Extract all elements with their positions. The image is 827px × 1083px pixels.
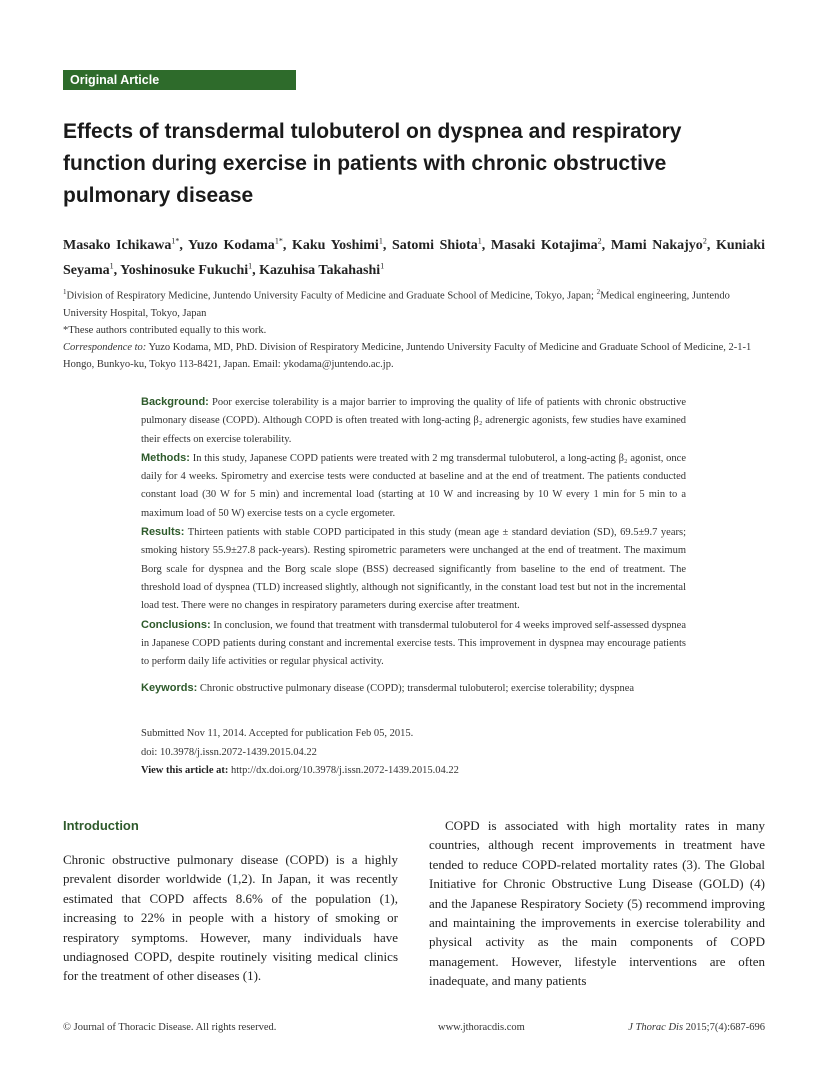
body-column-right — [429, 816, 765, 991]
author: Kuniaki Seyama$^1$, — [63, 237, 765, 279]
abstract-methods: Methods: In this study, Japanese COPD patients were treated with 2 mg transdermal tulobuterol, a long-acting β₂ agonist, once daily for 4 weeks. Spirometry and exercise tests were conducted at baseline and at the end of treatment. The patients conducted constant load (30 W for 5 min) and incremental load (starting at 10 W and increasing by 10 W every 1 min for 5 min to a maximum load of 50 W) exercise tests on a cycle ergometer. — [141, 451, 686, 519]
author-list — [63, 230, 765, 281]
correspondence: Correspondence to: Yuzo Kodama, MD, PhD. Division of Respiratory Medicine, Juntendo University Faculty of Medicine and Graduate School of Medicine, 2-1-1 Hongo, Bunkyo-ku, Tokyo 113-8421, Japan. Email: ykodama@juntendo.ac.jp. — [63, 341, 752, 370]
body-column-left — [63, 816, 398, 986]
section-heading-introduction: Introduction — [63, 818, 139, 833]
author: Mami Nakajyo$^2$, — [610, 236, 716, 253]
abstract — [141, 393, 686, 699]
body-paragraph: Chronic obstructive pulmonary disease (COPD) is a highly prevalent disorder worldwide (1,2). In Japan, it was recently estimated that COPD affects 8.6% of the population (1), increasing to 22% in people with a history of smoking or respiratory symptoms. However, many individuals have undiagnosed COPD, despite routinely visiting medical clinics for the treatment of other diseases (1). — [63, 852, 398, 984]
abstract-results: Results: Thirteen patients with stable COPD participated in this study (mean age ± standard deviation (SD), 69.5±9.7 years; smoking history 55.9±27.8 pack-years). Resting spirometric parameters were unchanged at the end of treatment. The maximum Borg scale for dyspnea and the Borg scale slope (BSS) decreased significantly from baseline to the end of treatment. The threshold load of dyspnea (TLD) increased slightly, although not significantly, in the constant load test but not in the incremental load test. There were no changes in respiratory parameters during exercise after treatment. — [141, 526, 686, 612]
abstract-background: Background: Poor exercise tolerability is a major barrier to improving the quality of life of patients with chronic obstructive pulmonary disease (COPD). Although COPD is often treated with long-acting β₂ adrenergic agonists, few studies have examined their effects on exercise tolerability. — [141, 396, 686, 445]
doi: doi: 10.3978/j.issn.2072-1439.2015.04.22 — [141, 746, 317, 758]
article-link[interactable]: View this article at: http://dx.doi.org/10.3978/j.issn.2072-1439.2015.04.22 — [141, 765, 459, 776]
article-title: Effects of transdermal tulobuterol on dyspnea and respiratory function during exercise in patients with chronic obstructive pulmonary disease — [63, 120, 682, 207]
author: Kazuhisa Takahashi$^1$ — [259, 261, 385, 279]
equal-contribution-note: *These authors contributed equally to this work. — [63, 324, 267, 336]
author: Satomi Shiota$^1$, — [391, 236, 491, 253]
author: Kaku Yoshimi$^1$, — [291, 236, 392, 253]
author: Masako Ichikawa$^{1*}$, — [63, 236, 188, 253]
keywords: Keywords: Chronic obstructive pulmonary disease (COPD); transdermal tulobuterol; exercise tolerability; dyspnea — [141, 682, 635, 695]
author: Masaki Kotajima$^2$, — [490, 236, 611, 253]
submission-info — [141, 725, 686, 781]
body-paragraph: COPD is associated with high mortality rates in many countries, although recent improvements in treatment have tended to reduce COPD-related mortality rates (3). The Global Initiative for Chronic Obstructive Lung Disease (GOLD) (4) and the Japanese Respiratory Society (5) recommend improving and maintaining the improvements in exercise tolerability and physical activity as the main components of COPD management. However, lifestyle interventions are often inadequate, and many patients — [429, 818, 765, 989]
footer-copyright: © Journal of Thoracic Disease. All rights reserved. — [63, 1022, 277, 1033]
article-type-badge: Original Article — [63, 70, 296, 90]
footer-website[interactable]: www.jthoracdis.com — [438, 1022, 525, 1033]
author: Yoshinosuke Fukuchi$^1$, — [120, 261, 260, 279]
footer-citation: J Thorac Dis 2015;7(4):687-696 — [628, 1022, 765, 1033]
author: Yuzo Kodama$^{1*}$, — [187, 236, 292, 253]
affiliation-lines: $^1$Division of Respiratory Medicine, Juntendo University Faculty of Medicine and Graduate School of Medicine, Tokyo, Japan; $^2$Medical engineering, Juntendo University Hospital, Tokyo, Japan — [63, 288, 730, 319]
affiliations — [63, 284, 765, 373]
submission-dates: Submitted Nov 11, 2014. Accepted for publication Feb 05, 2015. — [141, 728, 414, 739]
abstract-conclusions: Conclusions: In conclusion, we found that treatment with transdermal tulobuterol for 4 weeks improved self-assessed dyspnea in Japanese COPD patients during constant and incremental exercise tests. This improvement in dyspnea may encourage patients to perform daily life activities or regular physical activity. — [141, 618, 686, 668]
